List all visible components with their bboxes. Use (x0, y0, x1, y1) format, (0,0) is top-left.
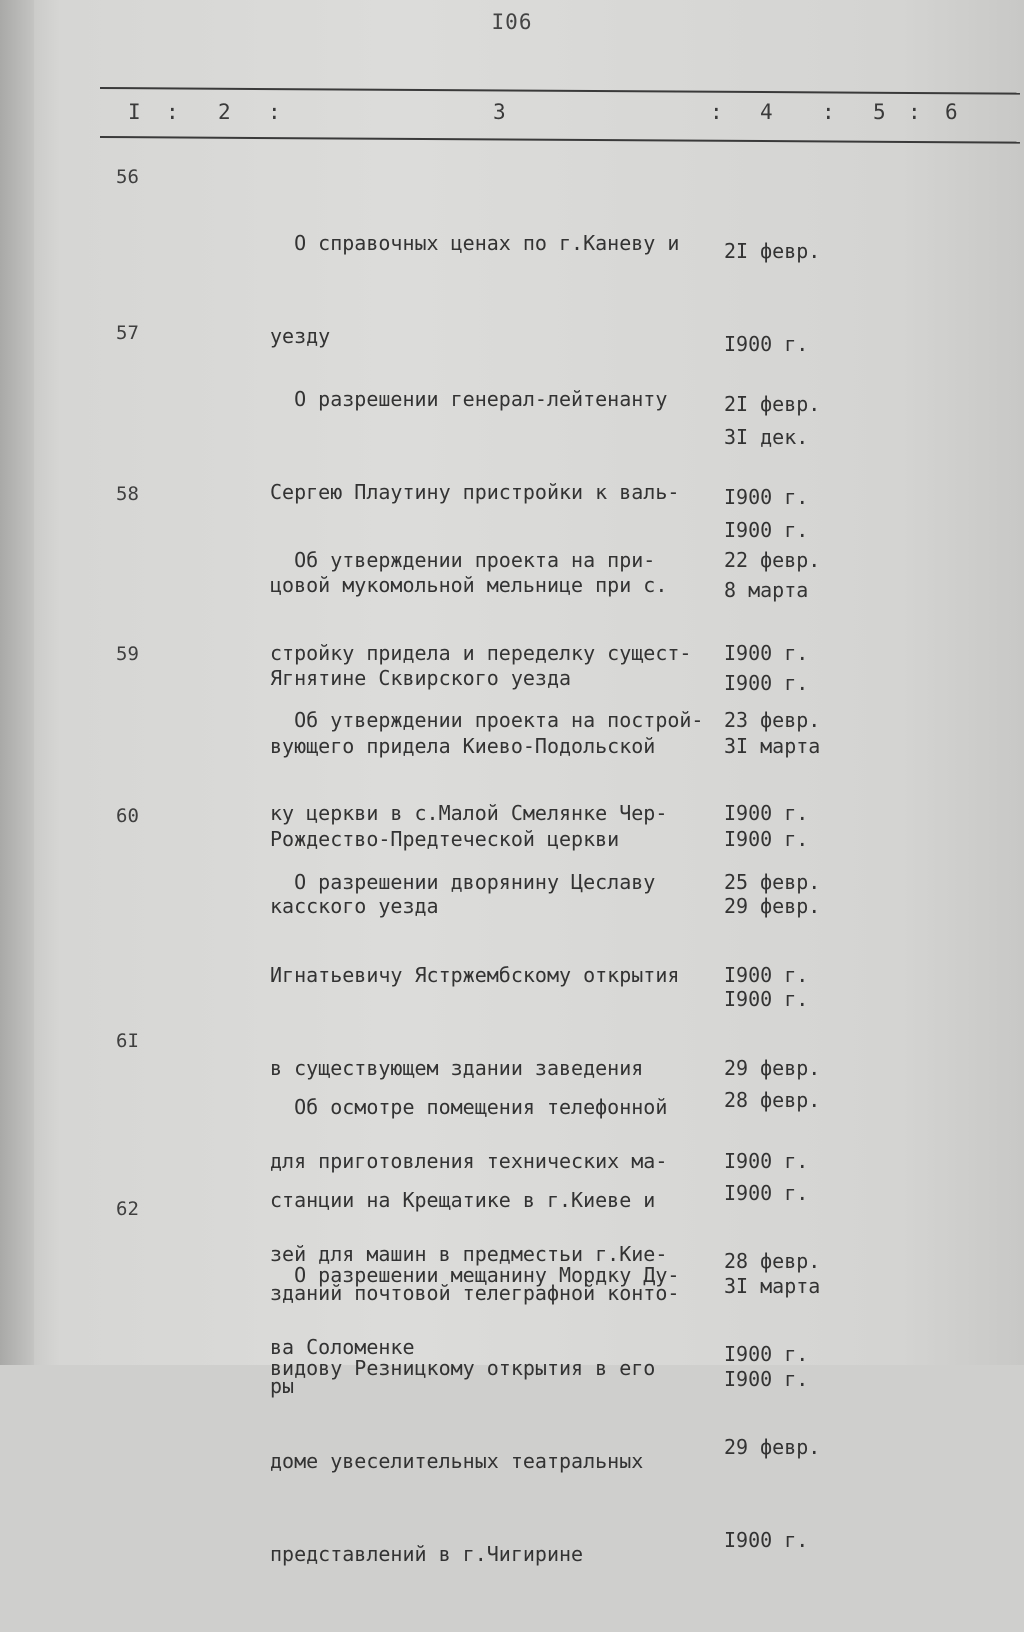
date-line: 8 марта (724, 578, 809, 602)
date-line: I900 г. (724, 987, 809, 1011)
description-line: зей для машин в предместьи г.Кие- (270, 1242, 668, 1266)
date-line: I900 г. (724, 1181, 809, 1205)
row-description (270, 1198, 720, 1632)
date-line: I900 г. (724, 963, 809, 987)
column-separator: : (822, 100, 835, 124)
date-line: I900 г. (724, 1149, 809, 1173)
date-line: I900 г. (724, 485, 809, 509)
column-separator: : (268, 100, 281, 124)
description-line: станции на Крещатике в г.Киеве и (270, 1188, 656, 1212)
description-line: Об утверждении проекта на при- (270, 548, 656, 572)
date-line: I900 г. (724, 671, 809, 695)
date-line: I900 г. (724, 1367, 809, 1391)
column-separator: : (710, 100, 723, 124)
description-line: зданий почтовой телеграфной конто- (270, 1281, 680, 1305)
column-separator: : (908, 100, 921, 124)
row-number: 58 (116, 483, 139, 505)
row-number: 62 (116, 1198, 139, 1220)
column-header-5: 5 (873, 100, 886, 124)
row-number: 59 (116, 643, 139, 665)
date-line: I900 г. (724, 1528, 809, 1552)
row-number: 57 (116, 322, 139, 344)
column-separator: : (166, 100, 179, 124)
description-line: ры (270, 1374, 295, 1398)
description-line: О разрешении мещанину Мордку Ду- (270, 1263, 680, 1287)
column-header-1: I (128, 100, 141, 124)
description-line: О справочных ценах по г.Каневу и (270, 231, 680, 255)
date-line: 28 февр. (724, 1088, 821, 1112)
date-line: I900 г. (724, 518, 809, 542)
description-line: касского уезда (270, 894, 439, 918)
page-number: I06 (491, 10, 533, 34)
table-header-top-rule (100, 87, 1020, 95)
description-line: ва Соломенке (270, 1335, 415, 1359)
description-line: Об утверждении проекта на построй- (270, 708, 704, 732)
description-line: видову Резницкому открытия в его (270, 1356, 656, 1380)
date-line: 29 февр. (724, 894, 821, 918)
description-line: Сергею Плаутину пристройки к валь- (270, 480, 680, 504)
table-header-bottom-rule (100, 136, 1020, 144)
description-line: уезду (270, 324, 331, 348)
date-line: 22 февр. (724, 548, 821, 572)
date-line: I900 г. (724, 1342, 809, 1366)
column-header-6: 6 (945, 100, 958, 124)
description-line: в существующем здании заведения (270, 1056, 644, 1080)
description-line: вующего придела Киево-Подольской (270, 734, 656, 758)
column-header-4: 4 (760, 100, 773, 124)
date-line: 3I дек. (724, 425, 809, 449)
date-line: 29 февр. (724, 1435, 821, 1459)
date-line: 25 февр. (724, 870, 821, 894)
date-line: 2I февр. (724, 392, 821, 416)
date-line: 3I марта (724, 734, 821, 758)
date-line: 2I февр. (724, 239, 821, 263)
date-line: 29 февр. (724, 1056, 821, 1080)
description-line: представлений в г.Чигирине (270, 1542, 584, 1566)
date-line: I900 г. (724, 827, 809, 851)
date-line: 23 февр. (724, 708, 821, 732)
description-line: цовой мукомольной мельнице при с. (270, 573, 668, 597)
description-line: О разрешении дворянину Цеславу (270, 870, 656, 894)
date-line: I900 г. (724, 332, 809, 356)
description-line: Рождество-Предтеческой церкви (270, 827, 620, 851)
row-number: 60 (116, 805, 139, 827)
description-line: Ягнятине Сквирского уезда (270, 666, 572, 690)
date-line: I900 г. (724, 801, 809, 825)
description-line: ку церкви в с.Малой Смелянке Чер- (270, 801, 668, 825)
description-line: Об осмотре помещения телефонной (270, 1095, 668, 1119)
date-line: 28 февр. (724, 1249, 821, 1273)
description-line: доме увеселительных театральных (270, 1449, 644, 1473)
description-line: Игнатьевичу Ястржембскому открытия (270, 963, 680, 987)
column-header-2: 2 (218, 100, 231, 124)
row-number: 6I (116, 1030, 139, 1052)
description-line: для приготовления технических ма- (270, 1149, 668, 1173)
binding-edge (0, 0, 34, 1365)
row-number: 56 (116, 166, 139, 188)
date-line: I900 г. (724, 641, 809, 665)
column-header-3: 3 (493, 100, 506, 124)
description-line: О разрешении генерал-лейтенанту (270, 387, 668, 411)
date-line: 3I марта (724, 1274, 821, 1298)
description-line: стройку придела и переделку сущест- (270, 641, 692, 665)
row-dates (724, 1184, 820, 1618)
